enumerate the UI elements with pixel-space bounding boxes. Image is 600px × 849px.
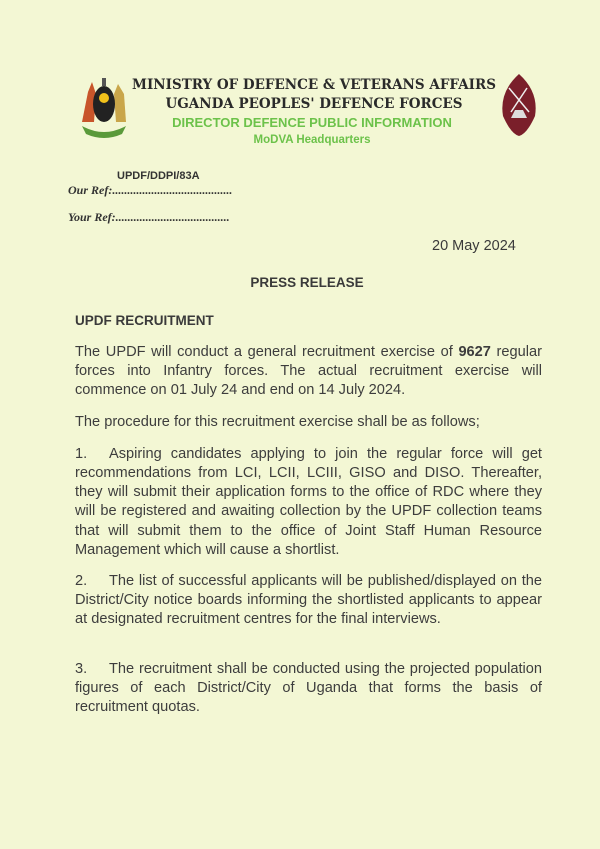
item-number: 3. bbox=[75, 660, 88, 677]
your-ref-label: Your Ref: bbox=[68, 210, 116, 224]
hq-heading: MoDVA Headquarters bbox=[253, 134, 371, 146]
your-ref-dots: ...................................... bbox=[115, 210, 230, 224]
recruit-count: 9627 bbox=[458, 344, 491, 360]
item-text: Aspiring candidates applying to join the regular force will get recommendations from LCI, LCII, LCIII, GISO and DISO. Thereafter, they will submit their application forms to the office of RDC where they will be registered and awaiting collection by the UPDF collection teams that will submit them to the office of Joint Staff Human Resource Management which will cause a shortlist. bbox=[75, 445, 542, 558]
procedure-intro: The procedure for this recruitment exercise shall be as follows; bbox=[75, 413, 480, 430]
item-text: The list of successful applicants will be published/displayed on the District/City notice boards informing the shortlisted applicants to appear at designated recruitment centres for the final interviews. bbox=[75, 573, 542, 628]
date: 20 May 2024 bbox=[432, 238, 516, 254]
intro-paragraph bbox=[75, 343, 542, 401]
item-number: 1. bbox=[75, 445, 88, 462]
subject-heading: UPDF RECRUITMENT bbox=[75, 313, 214, 328]
our-ref-value: UPDF/DDPI/83A bbox=[117, 170, 200, 182]
document-title: PRESS RELEASE bbox=[250, 275, 364, 290]
list-item bbox=[75, 572, 542, 630]
directorate-heading: DIRECTOR DEFENCE PUBLIC INFORMATION bbox=[172, 115, 452, 130]
ministry-heading: MINISTRY OF DEFENCE & VETERANS AFFAIRS bbox=[132, 77, 496, 93]
list-item bbox=[75, 445, 542, 560]
your-ref bbox=[68, 210, 230, 224]
item-text: The recruitment shall be conducted using the projected population figures of each District/City of Uganda that forms the basis of recruitment quotas. bbox=[75, 660, 542, 716]
our-ref bbox=[68, 183, 232, 197]
our-ref-dots: ........................................ bbox=[112, 183, 233, 197]
list-item bbox=[75, 660, 542, 718]
our-ref-label: Our Ref: bbox=[68, 183, 113, 197]
body-text bbox=[75, 343, 542, 717]
updf-heading: UGANDA PEOPLES' DEFENCE FORCES bbox=[165, 96, 463, 112]
item-number: 2. bbox=[75, 573, 88, 590]
intro-text: The UPDF will conduct a general recruitment exercise of bbox=[75, 344, 459, 360]
intro-text-end: regular forces into Infantry forces. The actual recruitment exercise will commence on 01 July 24 and end on 14 July 2024. bbox=[75, 344, 542, 399]
